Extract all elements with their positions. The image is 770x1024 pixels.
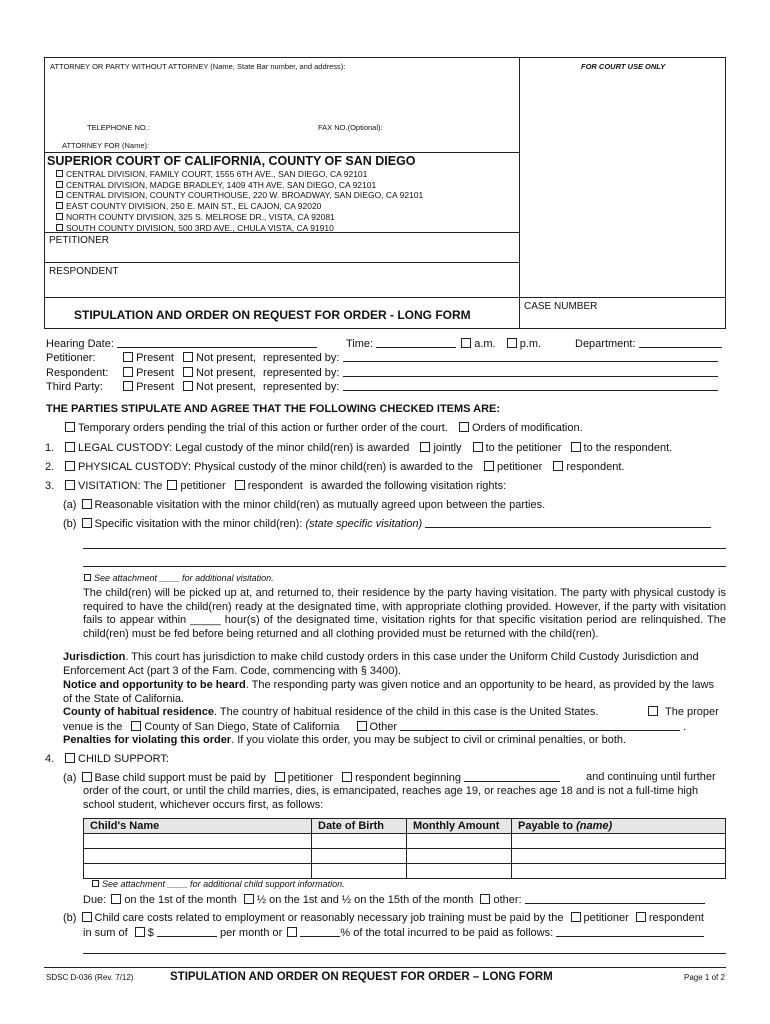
- table-cell[interactable]: [312, 834, 407, 849]
- table-row[interactable]: [84, 864, 726, 879]
- venue-other-label: Other: [369, 721, 398, 733]
- child-support-checkbox[interactable]: [65, 753, 75, 763]
- due-1st-checkbox[interactable]: [111, 894, 121, 904]
- table-cell[interactable]: [312, 849, 407, 864]
- division-item[interactable]: [56, 169, 423, 180]
- court-title: SUPERIOR COURT OF CALIFORNIA, COUNTY OF SAN DIEGO: [47, 154, 416, 168]
- item4-row: [63, 753, 169, 766]
- sd-county-checkbox[interactable]: [131, 721, 141, 731]
- item2-num: 2.: [45, 461, 55, 473]
- due-other-field[interactable]: [525, 893, 705, 904]
- not-present-checkbox[interactable]: [183, 367, 193, 377]
- table-cell[interactable]: [407, 834, 512, 849]
- visitation-line-1[interactable]: [83, 548, 726, 549]
- attorney-for-label: ATTORNEY FOR (Name):: [62, 141, 150, 150]
- present-label: Present: [136, 367, 174, 379]
- v-petitioner-checkbox[interactable]: [167, 480, 177, 490]
- division-item[interactable]: [56, 223, 423, 234]
- due-1st-label: on the 1st of the month: [124, 894, 237, 906]
- temp-orders-row: [63, 422, 583, 435]
- penalties-label: Penalties for violating this order: [63, 734, 232, 746]
- notice-text: . The responding party was given notice and an opportunity to be heard, as provided by the laws of the State of California.: [63, 679, 714, 705]
- dollar-amount-field[interactable]: [157, 926, 217, 937]
- footer-title: STIPULATION AND ORDER ON REQUEST FOR ORDER – LONG FORM: [170, 971, 553, 983]
- hearing-date-label: Hearing Date:: [46, 338, 114, 350]
- item1-row: [63, 442, 672, 455]
- present-checkbox[interactable]: [123, 367, 133, 377]
- paid-as-follows-field[interactable]: [556, 926, 704, 937]
- child-care-checkbox[interactable]: [82, 912, 92, 922]
- specific-visitation-hint: (state specific visitation): [305, 518, 423, 530]
- pm-label: p.m.: [519, 338, 542, 350]
- see-attachment-visitation-text: See attachment ____ for additional visitation.: [94, 573, 274, 583]
- bs-respondent-label: respondent beginning: [355, 772, 461, 784]
- division-text: EAST COUNTY DIVISION, 250 E. MAIN ST., EL CAJON, CA 92020: [66, 201, 322, 212]
- division-text: CENTRAL DIVISION, FAMILY COURT, 1555 6TH AVE., SAN DIEGO, CA 92101: [66, 169, 368, 179]
- jointly-checkbox[interactable]: [420, 442, 430, 452]
- beginning-date-field[interactable]: [464, 771, 560, 782]
- item4a-label: (a): [63, 772, 77, 784]
- see-attachment-support-text: See attachment ____ for additional child support information.: [102, 879, 345, 889]
- due-half-checkbox[interactable]: [244, 894, 254, 904]
- present-label: Present: [136, 381, 174, 393]
- cc-respondent-label: respondent: [648, 912, 704, 924]
- header-divider-4: [44, 297, 726, 298]
- bs-respondent-checkbox[interactable]: [342, 772, 352, 782]
- division-checkbox[interactable]: [56, 191, 63, 198]
- page-number: Page 1 of 2: [684, 973, 725, 982]
- form-title: STIPULATION AND ORDER ON REQUEST FOR ORDER - LONG FORM: [74, 308, 471, 322]
- time-field[interactable]: [376, 337, 456, 348]
- not-present-checkbox[interactable]: [183, 381, 193, 391]
- venue-other-field[interactable]: [400, 720, 680, 731]
- proper-venue-label: The proper: [665, 706, 719, 718]
- item3b-label: (b): [63, 518, 77, 530]
- petitioner-label: PETITIONER: [49, 235, 110, 246]
- child-care-label: Child care costs related to employment or reasonably necessary job training must be paid by the: [94, 912, 564, 924]
- division-checkbox[interactable]: [56, 202, 63, 209]
- represented-field[interactable]: [343, 366, 718, 377]
- child-support-table: [83, 818, 726, 879]
- temp-orders-checkbox[interactable]: [65, 422, 75, 432]
- present-checkbox[interactable]: [123, 352, 133, 362]
- due-row: [83, 893, 705, 907]
- represented-label: represented by:: [263, 367, 340, 379]
- item4b-row: [63, 912, 704, 925]
- item3b-row: [63, 517, 711, 531]
- case-number-label: CASE NUMBER: [524, 301, 598, 312]
- fax-label: FAX NO.(Optional):: [318, 123, 383, 132]
- item3a-row: [63, 499, 545, 512]
- v-petitioner-label: petitioner: [180, 480, 226, 492]
- in-sum-label: in sum of: [83, 927, 128, 939]
- pc-respondent-label: respondent.: [566, 461, 625, 473]
- table-cell[interactable]: [84, 849, 312, 864]
- represented-field[interactable]: [343, 380, 718, 391]
- division-checkbox[interactable]: [56, 213, 63, 220]
- telephone-label: TELEPHONE NO.:: [87, 123, 150, 132]
- dollar-sign: $: [147, 927, 154, 939]
- table-cell[interactable]: [512, 849, 726, 864]
- am-label: a.m.: [474, 338, 496, 350]
- visitation-checkbox[interactable]: [65, 480, 75, 490]
- division-checkbox[interactable]: [56, 181, 63, 188]
- to-petitioner-label: to the petitioner: [485, 442, 562, 454]
- due-other-checkbox[interactable]: [480, 894, 490, 904]
- visitation-awarded-text: is awarded the following visitation rights:: [309, 480, 507, 492]
- legal-custody-checkbox[interactable]: [65, 442, 75, 452]
- cc-petitioner-label: petitioner: [583, 912, 629, 924]
- item3a-label: (a): [63, 499, 77, 511]
- jurisdiction-label: Jurisdiction: [63, 651, 126, 663]
- hearing-date-field[interactable]: [117, 337, 317, 348]
- per-month-label: per month or: [219, 927, 283, 939]
- table-cell[interactable]: [407, 864, 512, 879]
- table-cell[interactable]: [512, 864, 726, 879]
- v-respondent-checkbox[interactable]: [235, 480, 245, 490]
- item3-row: [63, 480, 506, 493]
- jurisdiction-paragraph: [63, 651, 726, 678]
- bs-petitioner-checkbox[interactable]: [275, 772, 285, 782]
- header-divider-vertical: [519, 57, 520, 329]
- present-label: Present: [136, 352, 174, 364]
- specific-visitation-label: Specific visitation with the minor child(ren):: [94, 518, 303, 530]
- stipulate-text: THE PARTIES STIPULATE AND AGREE THAT THE FOLLOWING CHECKED ITEMS ARE: [46, 403, 497, 415]
- county-residence-row: [63, 706, 598, 719]
- due-half-label: ½ on the 1st and ½ on the 15th of the month: [256, 894, 474, 906]
- item4a-row: [63, 771, 560, 785]
- not-present-label: Not present,: [196, 367, 256, 379]
- percent-field[interactable]: [300, 926, 340, 937]
- department-label: Department:: [575, 338, 636, 350]
- cc-respondent-checkbox[interactable]: [636, 912, 646, 922]
- jurisdiction-text: . This court has jurisdiction to make child custody orders in this case under the Uniform Child Custody Jurisdiction and Enforcement Act (part 3 of the Fam. Code, commencing with § 3400).: [63, 651, 699, 677]
- division-item[interactable]: [56, 212, 423, 223]
- physical-custody-label: PHYSICAL CUSTODY: Physical custody of the minor child(ren) is awarded to the: [78, 461, 473, 473]
- party-row-petitioner: [46, 351, 718, 365]
- see-attachment-visitation-row: [84, 572, 274, 585]
- form-number: SDSC D-036 (Rev. 7/12): [46, 973, 134, 982]
- court-use-label: FOR COURT USE ONLY: [581, 62, 666, 71]
- pc-respondent-checkbox[interactable]: [553, 461, 563, 471]
- payable-to-hint: (name): [576, 820, 613, 832]
- am-checkbox[interactable]: [461, 338, 471, 348]
- party-row-third: [46, 380, 718, 394]
- represented-label: represented by:: [263, 381, 340, 393]
- division-checkbox[interactable]: [56, 170, 63, 177]
- v-respondent-label: respondent: [247, 480, 303, 492]
- notice-label: Notice and opportunity to be heard: [63, 679, 246, 691]
- see-attachment-visitation-checkbox[interactable]: [84, 574, 91, 581]
- payable-to-label: Payable to: [518, 820, 574, 832]
- attorney-label: ATTORNEY OR PARTY WITHOUT ATTORNEY (Name, State Bar number, and address):: [50, 62, 346, 71]
- time-row: [346, 337, 541, 351]
- table-row[interactable]: [84, 849, 726, 864]
- not-present-label: Not present,: [196, 352, 256, 364]
- table-row[interactable]: [84, 834, 726, 849]
- party-label: Third Party:: [46, 381, 103, 393]
- col-monthly-amount: Monthly Amount: [407, 819, 512, 834]
- not-present-checkbox[interactable]: [183, 352, 193, 362]
- see-attachment-support-row: [92, 878, 345, 891]
- sum-dollar-checkbox[interactable]: [135, 927, 145, 937]
- header-divider-1: [44, 152, 520, 153]
- not-present-label: Not present,: [196, 381, 256, 393]
- time-label: Time:: [346, 338, 374, 350]
- legal-custody-label: LEGAL CUSTODY: Legal custody of the minor child(ren) is awarded: [78, 442, 410, 454]
- table-cell[interactable]: [512, 834, 726, 849]
- bs-petitioner-label: petitioner: [287, 772, 334, 784]
- department-field[interactable]: [639, 337, 722, 348]
- pm-checkbox[interactable]: [507, 338, 517, 348]
- physical-custody-checkbox[interactable]: [65, 461, 75, 471]
- county-residence-text: . The country of habitual residence of the child in this case is the United States.: [213, 706, 599, 718]
- represented-label: represented by:: [263, 352, 340, 364]
- pc-petitioner-checkbox[interactable]: [484, 461, 494, 471]
- present-checkbox[interactable]: [123, 381, 133, 391]
- jointly-label: jointly: [433, 442, 462, 454]
- proper-venue-checkbox[interactable]: [648, 706, 658, 716]
- footer-rule: [44, 967, 726, 968]
- division-item[interactable]: [56, 190, 423, 201]
- venue-other-checkbox[interactable]: [357, 721, 367, 731]
- table-cell[interactable]: [407, 849, 512, 864]
- stipulate-heading: THE PARTIES STIPULATE AND AGREE THAT THE FOLLOWING CHECKED ITEMS ARE:: [46, 403, 501, 415]
- orders-mod-label: Orders of modification.: [471, 422, 583, 434]
- table-cell[interactable]: [312, 864, 407, 879]
- sd-county-label: County of San Diego, State of California: [144, 721, 340, 733]
- party-row-respondent: [46, 366, 718, 380]
- pickup-paragraph: The child(ren) will be picked up at, and returned to, their residence by the party having visitation. The party with physical custody is required to have the child(ren) ready at the designated time, with appropriate clothing provided. However, if the party with visitation fails to appear within _____ hour(s) of the designated time, visitation rights for that specific visitation period are relinquished. The child(ren) must be fed before being returned and all clothing provided must be returned with the child(ren).: [83, 587, 726, 640]
- to-respondent-label: to the respondent.: [583, 442, 673, 454]
- penalties-text: . If you violate this order, you may be subject to civil or criminal penalties, or both.: [231, 734, 627, 746]
- item1-num: 1.: [45, 442, 55, 454]
- see-attachment-support-checkbox[interactable]: [92, 880, 99, 887]
- header-divider-3: [44, 262, 520, 263]
- visitation-label: VISITATION: The: [78, 480, 163, 492]
- item4a-line2: order of the court, or until the child marries, dies, is emancipated, reaches age 19, or reaches age 18 and is not a full-time high: [83, 785, 699, 797]
- division-item[interactable]: [56, 201, 423, 212]
- respondent-label: RESPONDENT: [49, 266, 119, 277]
- reasonable-visitation-checkbox[interactable]: [82, 499, 92, 509]
- item4b-line2: [83, 926, 704, 940]
- venue-label: venue is the: [63, 721, 123, 733]
- specific-visitation-checkbox[interactable]: [82, 518, 92, 528]
- specific-visitation-field[interactable]: [425, 517, 711, 528]
- pc-petitioner-label: petitioner: [497, 461, 543, 473]
- venue-row: venue is the County of San Diego, State of California Other .: [63, 721, 687, 733]
- item4a-line3: school student, whichever occurs first, as follows:: [83, 799, 324, 811]
- item3-num: 3.: [45, 480, 55, 492]
- party-label: Respondent:: [46, 367, 109, 379]
- col-payable-to: [512, 819, 726, 834]
- col-dob: Date of Birth: [312, 819, 407, 834]
- party-label: Petitioner:: [46, 352, 96, 364]
- table-cell[interactable]: [84, 864, 312, 879]
- proper-venue-row: [646, 706, 719, 719]
- division-list: [56, 169, 423, 233]
- represented-field[interactable]: [343, 351, 718, 362]
- item4b-label: (b): [63, 912, 77, 924]
- to-respondent-checkbox[interactable]: [571, 442, 581, 452]
- reasonable-visitation-label: Reasonable visitation with the minor child(ren) as mutually agreed upon between the parties.: [94, 499, 546, 511]
- penalties-row: [63, 734, 626, 747]
- department-row: [575, 337, 722, 351]
- county-residence-label: County of habitual residence: [63, 706, 214, 718]
- to-petitioner-checkbox[interactable]: [473, 442, 483, 452]
- base-support-checkbox[interactable]: [82, 772, 92, 782]
- notice-paragraph: [63, 679, 726, 706]
- col-child-name: Child's Name: [84, 819, 312, 834]
- division-text: SOUTH COUNTY DIVISION, 500 3RD AVE., CHULA VISTA, CA 91910: [66, 222, 334, 233]
- division-item[interactable]: [56, 180, 423, 191]
- division-text: CENTRAL DIVISION, COUNTY COURTHOUSE, 220 W. BROADWAY, SAN DIEGO, CA 92101: [66, 190, 424, 201]
- temp-orders-label: Temporary orders pending the trial of this action or further order of the court.: [78, 422, 448, 434]
- base-support-label: Base child support must be paid by: [94, 772, 266, 784]
- division-text: NORTH COUNTY DIVISION, 325 S. MELROSE DR., VISTA, CA 92081: [66, 211, 335, 222]
- hearing-row: [46, 337, 317, 351]
- continuing-text: and continuing until further: [586, 771, 716, 783]
- due-other-label: other:: [493, 894, 522, 906]
- percent-label: % of the total incurred to be paid as follows:: [340, 927, 554, 939]
- visitation-line-2[interactable]: [83, 566, 726, 567]
- cc-petitioner-checkbox[interactable]: [571, 912, 581, 922]
- percent-checkbox[interactable]: [287, 927, 297, 937]
- table-header-row: [84, 819, 726, 834]
- due-label: Due:: [83, 894, 107, 906]
- item2-row: [63, 461, 624, 474]
- child-support-label: CHILD SUPPORT:: [78, 753, 169, 765]
- orders-mod-checkbox[interactable]: [459, 422, 469, 432]
- child-care-line[interactable]: [83, 953, 726, 954]
- division-checkbox[interactable]: [56, 224, 63, 231]
- table-cell[interactable]: [84, 834, 312, 849]
- division-text: CENTRAL DIVISION, MADGE BRADLEY, 1409 4TH AVE. SAN DIEGO, CA 92101: [66, 179, 377, 190]
- item4-num: 4.: [45, 753, 55, 765]
